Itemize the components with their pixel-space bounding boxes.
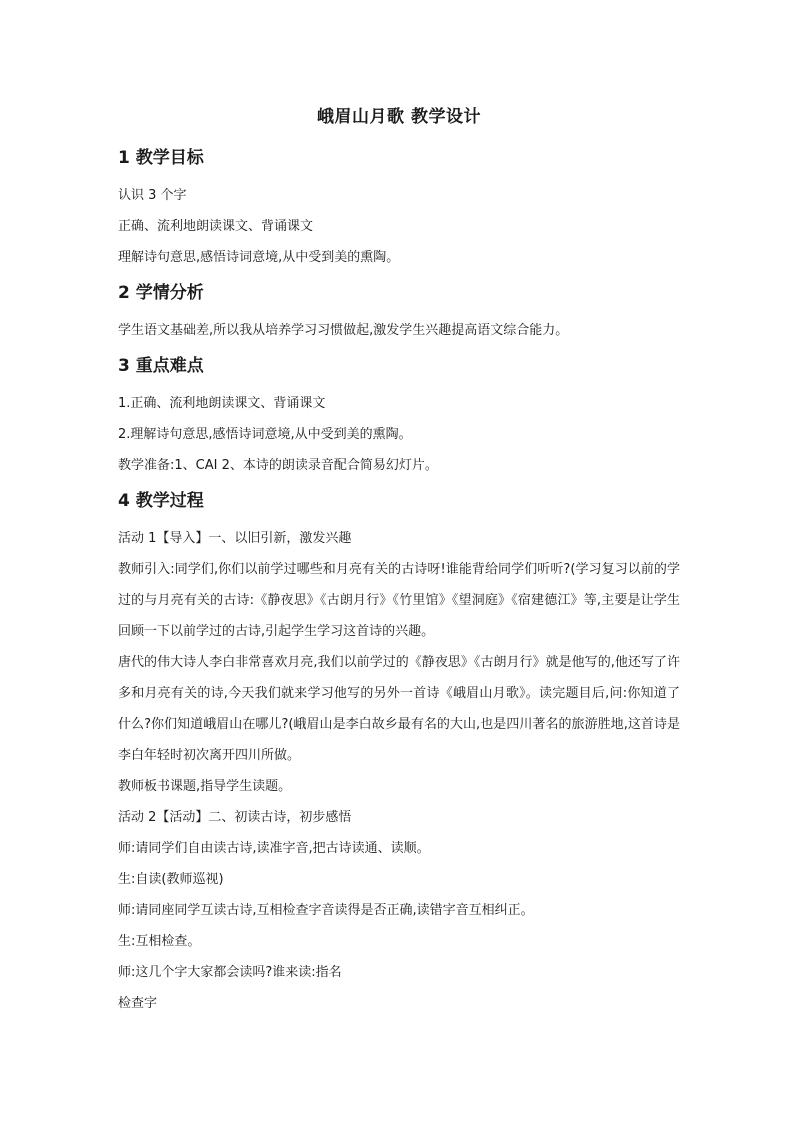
section-heading: 1 教学目标 xyxy=(118,148,204,168)
paragraph: 唐代的伟大诗人李白非常喜欢月亮,我们以前学过的《静夜思》《古朗月行》就是他写的,他还写了许多和月亮有关的诗,今天我们就来学习他写的另外一首诗《峨眉山月歌》。读完题目后,问:你知道了什么?你们知道峨眉山在哪儿?(峨眉山是李白故乡最有名的大山,也是四川著名的旅游胜地,这首诗是李白年轻时初次离开四川所做。 xyxy=(118,655,680,763)
section-heading: 3 重点难点 xyxy=(118,356,204,376)
paragraph: 教师引入:同学们,你们以前学过哪些和月亮有关的古诗呀!谁能背给同学们听听?(学习复习以前的学过的与月亮有关的古诗:《静夜思》《古朗月行》《竹里馆》《望洞庭》《宿建德江》等,主要是让学生回顾一下以前学过的古诗,引起学生学习这首诗的兴趣。 xyxy=(118,562,680,639)
paragraph: 学生语文基础差,所以我从培养学习习惯做起,激发学生兴趣提高语文综合能力。 xyxy=(118,323,569,338)
document-content xyxy=(118,104,680,1027)
section-teaching-goals xyxy=(118,146,680,273)
section-heading: 2 学情分析 xyxy=(118,283,204,303)
section-key-points xyxy=(118,354,680,481)
paragraph: 正确、流利地朗读课文、背诵课文 xyxy=(118,219,314,234)
paragraph: 1.正确、流利地朗读课文、背诵课文 xyxy=(118,396,326,411)
paragraph: 生:互相检查。 xyxy=(118,934,201,949)
paragraph: 师:这几个字大家都会读吗?谁来读:指名 xyxy=(118,965,342,980)
section-teaching-process xyxy=(118,489,680,1019)
paragraph: 教学准备:1、CAI 2、本诗的朗读录音配合简易幻灯片。 xyxy=(118,458,438,473)
paragraph: 师:请同座同学互读古诗,互相检查字音读得是否正确,读错字音互相纠正。 xyxy=(118,903,534,918)
paragraph: 教师板书课题,指导学生读题。 xyxy=(118,779,292,794)
paragraph: 2.理解诗句意思,感悟诗词意境,从中受到美的熏陶。 xyxy=(118,427,412,442)
paragraph: 检查字 xyxy=(118,996,158,1011)
section-heading: 4 教学过程 xyxy=(118,491,204,511)
paragraph: 认识 3 个字 xyxy=(118,188,187,203)
document-title: 峨眉山月歌 教学设计 xyxy=(317,107,481,127)
paragraph: 理解诗句意思,感悟诗词意境,从中受到美的熏陶。 xyxy=(118,250,400,265)
section-student-analysis xyxy=(118,281,680,346)
paragraph: 活动 2【活动】二、初读古诗，初步感悟 xyxy=(118,810,352,825)
paragraph: 活动 1【导入】一、以旧引新，激发兴趣 xyxy=(118,531,352,546)
paragraph: 生:自读(教师巡视) xyxy=(118,872,224,887)
paragraph: 师:请同学们自由读古诗,读准字音,把古诗读通、读顺。 xyxy=(118,841,430,856)
